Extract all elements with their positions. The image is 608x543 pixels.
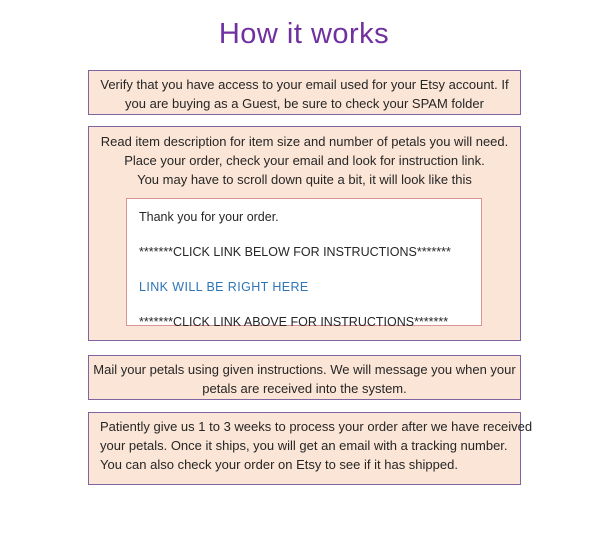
email-link-placeholder[interactable]: LINK WILL BE RIGHT HERE bbox=[139, 280, 309, 294]
email-click-below: *******CLICK LINK BELOW FOR INSTRUCTIONS******* bbox=[139, 245, 451, 259]
order-line-1: Read item description for item size and number of petals you will need. bbox=[100, 134, 509, 149]
order-line-2: Place your order, check your email and look for instruction link. bbox=[124, 153, 485, 168]
email-greeting: Thank you for your order. bbox=[139, 210, 279, 224]
verify-line-1: Verify that you have access to your email used for your Etsy account. If bbox=[100, 77, 509, 92]
step-box-mail-petals bbox=[88, 355, 521, 400]
email-click-above: *******CLICK LINK ABOVE FOR INSTRUCTIONS******* bbox=[139, 315, 449, 329]
page-title: How it works bbox=[218, 18, 390, 50]
wait-line-1: Patiently give us 1 to 3 weeks to process your order after we have received bbox=[100, 419, 533, 434]
wait-line-3: You can also check your order on Etsy to see if it has shipped. bbox=[100, 457, 458, 472]
step-box-place-order bbox=[88, 126, 521, 341]
mail-line-2: petals are received into the system. bbox=[202, 381, 407, 396]
step-box-verify-email bbox=[88, 70, 521, 115]
verify-line-2: you are buying as a Guest, be sure to check your SPAM folder bbox=[125, 96, 484, 111]
step-box-processing-time bbox=[88, 412, 533, 485]
example-email-box bbox=[126, 198, 482, 329]
order-line-3: You may have to scroll down quite a bit, it will look like this bbox=[137, 172, 472, 187]
wait-line-2: your petals. Once it ships, you will get an email with a tracking number. bbox=[100, 438, 508, 453]
mail-line-1: Mail your petals using given instructions. We will message you when your bbox=[93, 362, 516, 377]
